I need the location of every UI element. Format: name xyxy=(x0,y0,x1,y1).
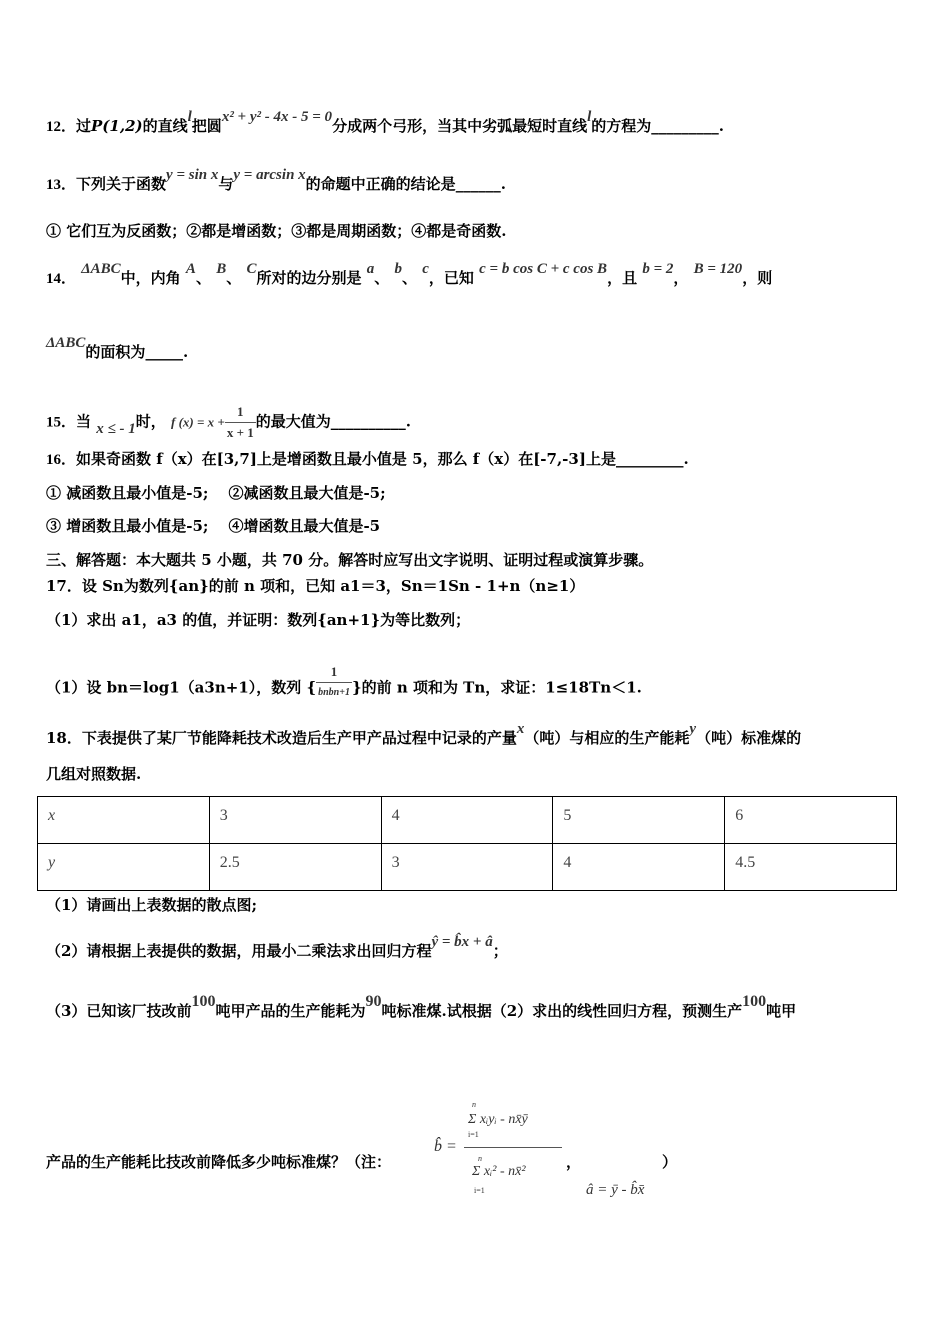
question-17-stem: 17．设 Sn为数列{an}的前 n 项和，已知 a1＝3，Sn＝1Sn - 1+n（n≥1） xyxy=(46,577,585,595)
question-16-options-a: ① 减函数且最小值是-5; ②减函数且最大值是-5; xyxy=(46,484,386,502)
answer-blank: __________. xyxy=(330,412,411,431)
question-18-part3: （3）已知该厂技改前100吨甲产品的生产能耗为90吨标准煤.试根据（2）求出的线性回归方程，预测生产100吨甲 xyxy=(46,993,797,1020)
regression-equation: ŷ = b̂x + â xyxy=(431,934,493,950)
question-18-stem-cont: 几组对照数据. xyxy=(46,765,142,783)
question-14-cont: ΔABC的面积为_____. xyxy=(46,335,189,361)
question-13: 13．下列关于函数y = sin x与y = arcsin x的命题中正确的结论是______. xyxy=(46,167,506,193)
table-cell: 3 xyxy=(209,797,381,844)
question-16-options-b: ③ 增函数且最小值是-5; ④增函数且最大值是-5 xyxy=(46,517,381,535)
cosine-equation: c = b cos C + c cos B xyxy=(479,261,608,277)
circle-equation: x² + y² - 4x - 5 = 0 xyxy=(221,109,333,125)
table-cell: y xyxy=(38,844,210,891)
table-cell: 4 xyxy=(381,797,553,844)
function-sin: y = sin x xyxy=(166,167,219,183)
question-number: 12． xyxy=(46,119,77,135)
section-heading: 三、解答题：本大题共 5 小题，共 70 分。解答时应写出文字说明、证明过程或演算步骤。 xyxy=(46,551,654,569)
table-cell: 4 xyxy=(553,844,725,891)
question-16: 16．如果奇函数 f（x）在[3,7]上是增函数且最小值是 5，那么 f（x）在[-7,-3]上是_________. xyxy=(46,450,689,468)
intercept-formula: â = ȳ - b̂x̄ xyxy=(586,1182,645,1198)
question-17-part2: （1）设 bn＝log1（a3n+1），数列 { $\frac{1}{\text{bnbn+1}}$ }的前 n 项和为 Tn，求证：1≤18Tn＜1. xyxy=(46,668,642,709)
answer-blank: ______. xyxy=(455,175,506,193)
regression-formula: b̂ = n Σ xᵢyᵢ - nx̄ȳ i=1 n Σ xᵢ² - nx̄² i=1 xyxy=(430,1100,570,1200)
question-17-part1: （1）求出 a1，a3 的值，并证明：数列{an+1}为等比数列； xyxy=(46,611,471,629)
question-18-part1: （1）请画出上表数据的散点图; xyxy=(46,896,257,914)
answer-blank: _________. xyxy=(651,117,724,135)
fraction: $\frac{1}{\text{bnbn+1}}$ xyxy=(318,664,350,698)
question-13-options: ① 它们互为反函数；②都是增函数；③都是周期函数；④都是奇函数. xyxy=(46,222,507,240)
table-cell: 2.5 xyxy=(209,844,381,891)
question-12: 12．过P(1,2)的直线l把圆x² + y² - 4x - 5 = 0分成两个弓形，当其中劣弧最短时直线l的方程为_________. xyxy=(46,109,724,135)
fraction: $\frac{1}{x + 1}$ xyxy=(226,404,254,440)
question-18-part3-cont: 产品的生产能耗比技改前降低多少吨标准煤？（注： xyxy=(46,1153,392,1171)
formula-separator: ， xyxy=(566,1153,582,1171)
table-row xyxy=(38,844,897,891)
table-cell: 6 xyxy=(725,797,897,844)
question-18-part2: （2）请根据上表提供的数据，用最小二乘法求出回归方程ŷ = b̂x + â； xyxy=(46,934,508,960)
closing-paren: ） xyxy=(662,1153,678,1171)
table-cell: x xyxy=(38,797,210,844)
table-cell: 3 xyxy=(381,844,553,891)
data-table xyxy=(37,796,897,891)
function-arcsin: y = arcsin x xyxy=(233,167,306,183)
table-cell: 4.5 xyxy=(725,844,897,891)
answer-blank: _________. xyxy=(615,450,689,468)
question-15: 15．当 x ≤ - 1时， f (x) = x + $\frac{1}{x + 1}$ 的最大值为__________. xyxy=(46,402,411,443)
table-row xyxy=(38,797,897,844)
answer-blank: _____. xyxy=(145,343,189,361)
question-18-stem: 18．下表提供了某厂节能降耗技术改造后生产甲产品过程中记录的产量x（吨）与相应的生产能耗y（吨）标准煤的 xyxy=(46,721,802,747)
fraction-bar xyxy=(464,1147,562,1148)
table-cell: 5 xyxy=(553,797,725,844)
question-14: 14． ΔABC中，内角 A、 B、 C所对的边分别是 a、 b、 c，已知 c = b cos C + c cos B，且 b = 2， B = 120，则 xyxy=(46,261,773,287)
